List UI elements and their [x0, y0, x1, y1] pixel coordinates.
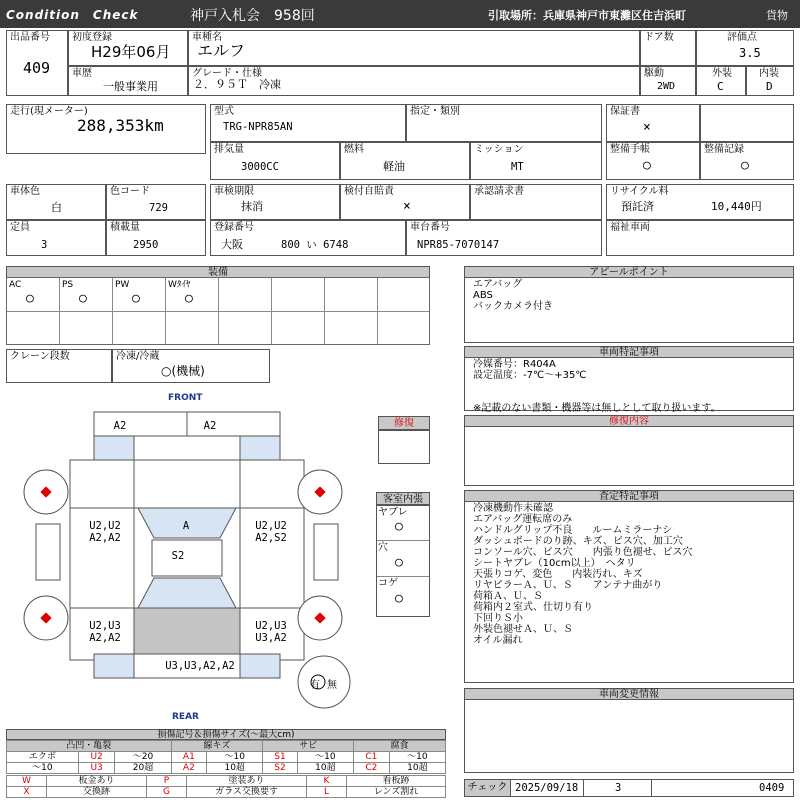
special-title: 車両特記事項: [464, 346, 794, 358]
assessment-box: [464, 501, 794, 683]
legend-code: G: [147, 787, 187, 798]
displacement-box: [210, 142, 340, 180]
legend-cell: ～10: [389, 752, 445, 763]
check-date: 2025/09/18: [515, 782, 579, 794]
body-color-label: 車体色: [10, 186, 40, 197]
color-code-label: 色コード: [110, 186, 150, 197]
grade-box: [188, 66, 640, 96]
manual-box: [606, 142, 700, 180]
record-box: [700, 142, 794, 180]
exterior-label: 外装: [712, 68, 732, 79]
interior-box: [376, 505, 430, 617]
legend-cell: ～20: [115, 752, 171, 763]
insurance-value: ×: [403, 199, 411, 214]
door-label: ドア数: [644, 32, 674, 43]
legend-code-desc: 看板跡: [347, 776, 446, 787]
equip-pw-label: PW: [115, 280, 130, 290]
left-rear-damage: U2,U3 A2,A2: [89, 620, 121, 644]
car-name-value: エルフ: [197, 41, 246, 60]
legend-cell: C1: [353, 752, 389, 763]
vehicle-category: 貨物: [766, 9, 788, 22]
first-reg-box: [68, 30, 188, 66]
legend-cell: 10超: [297, 763, 353, 774]
designation-box: [406, 104, 602, 142]
load-label: 積載量: [110, 222, 140, 233]
front-right-damage: A2: [203, 420, 217, 432]
insurance-label: 検付自賠責: [344, 186, 394, 197]
legend-cell: A1: [171, 752, 207, 763]
history-box: [68, 66, 188, 96]
burn-value: ○: [395, 591, 403, 606]
inspection-box: [210, 184, 340, 220]
fuel-box: [340, 142, 470, 180]
equip-pw-value: ○: [132, 291, 140, 306]
legend-cell: 20超: [115, 763, 171, 774]
legend-cell: U3: [78, 763, 115, 774]
door-box: [640, 30, 696, 66]
roof-damage: A: [182, 520, 190, 532]
equip-ps-value: ○: [79, 291, 87, 306]
capacity-label: 定員: [10, 222, 30, 233]
repair-detail-title: 修復内容: [464, 415, 794, 427]
appeal-box: [464, 277, 794, 343]
legend-cell: ～10: [297, 752, 353, 763]
first-reg-value: H29年06月: [91, 43, 171, 61]
grade-label: グレード・仕様: [192, 68, 262, 79]
legend-code-desc: 塗装あり: [187, 776, 307, 787]
crane-box: [6, 349, 112, 383]
interior-grade-value: D: [766, 80, 773, 93]
rear-label: REAR: [172, 712, 199, 722]
record-label: 整備記録: [704, 144, 744, 155]
legend-code: L: [307, 787, 347, 798]
mission-label: ミッション: [474, 144, 524, 155]
left-front-damage: U2,U2 A2,A2: [89, 520, 121, 544]
recycle-status: 預託済: [621, 200, 654, 213]
check-number: 3: [615, 782, 622, 794]
wheel-rear-right: [298, 596, 342, 640]
score-box: [696, 30, 794, 66]
spare-yes-label: 有: [310, 680, 320, 691]
model-box: [210, 104, 406, 142]
displacement-label: 排気量: [214, 144, 244, 155]
legend-code: X: [7, 787, 47, 798]
legend-code-desc: 交換跡: [47, 787, 147, 798]
registration-area: 大阪: [221, 238, 243, 251]
inspection-value: 抹消: [241, 200, 263, 213]
recycle-amount: 10,440円: [711, 200, 762, 213]
legend-group-scratch: 線キズ: [171, 741, 263, 752]
repair-box: [378, 430, 430, 464]
grade-value: ２．９５Ｔ 冷凍: [193, 78, 281, 91]
body-color-value: 白: [51, 201, 62, 214]
special-box: [464, 357, 794, 414]
history-value: 一般事業用: [103, 80, 158, 93]
header-bar: [0, 0, 800, 28]
legend-cell: エクボ: [7, 752, 79, 763]
welfare-label: 福祉車両: [610, 222, 650, 233]
repair-detail-box: [464, 426, 794, 486]
pickup-location: 引取場所：兵庫県神戸市東灘区住吉浜町: [488, 9, 686, 22]
load-box: [106, 220, 206, 256]
legend-cell: S2: [263, 763, 298, 774]
body-color-box: [6, 184, 106, 220]
change-box: [464, 699, 794, 773]
hole-value: ○: [395, 555, 403, 570]
mission-box: [470, 142, 602, 180]
blank-box: [700, 104, 794, 142]
equip-wtire-label: Wﾀｲﾔ: [168, 280, 191, 290]
mileage-value: 288,353km: [77, 116, 164, 135]
lot-number: 409: [23, 59, 51, 77]
hole-label: 穴: [378, 542, 388, 553]
front-label: FRONT: [168, 393, 203, 403]
repair-title: 修復: [378, 416, 430, 430]
warranty-label: 保証書: [610, 106, 640, 117]
fuel-label: 燃料: [344, 144, 364, 155]
legend-code-desc: ガラス交換要す: [187, 787, 307, 798]
fridge-box: [112, 349, 270, 383]
equip-ac-label: AC: [9, 280, 22, 290]
wheel-front-right: [298, 470, 342, 514]
legend-code: W: [7, 776, 47, 787]
legend-code-desc: 板金あり: [47, 776, 147, 787]
car-name-label: 車種名: [192, 32, 222, 43]
recycle-label: リサイクル料: [610, 186, 669, 197]
first-reg-label: 初度登録: [72, 32, 112, 43]
lot-box: [6, 30, 68, 96]
chassis-label: 車台番号: [410, 222, 450, 233]
assessment-text: 冷凍機動作未確認 エアバッグ運転席のみ ハンドルグリップ不良 ルームミラーナシ ダッシュボードのり跡、キズ、ビス穴、加工穴 コンソール穴、ビス穴 内張り色褪せ、ビス穴 シートヤブレ（10cm以上） ヘタリ 天張りコゲ、変色 内装汚れ、キズ リヤピラーＡ、Ｕ、Ｓ アンテナ曲がり 荷箱Ａ、Ｕ、Ｓ 荷箱内２室式、仕切り有り 下回りＳ小 外装色褪せＡ、Ｕ、Ｓ オイル漏れ: [473, 503, 693, 646]
approval-box: [470, 184, 602, 220]
fridge-value: ○(機械): [161, 364, 205, 378]
exterior-value: C: [717, 80, 724, 93]
capacity-box: [6, 220, 106, 256]
check-label: チェック: [465, 780, 511, 796]
crane-label: クレーン段数: [10, 351, 70, 362]
warranty-box: [606, 104, 700, 142]
front-left-damage: A2: [113, 420, 127, 432]
exterior-box: [696, 66, 746, 96]
legend-cell: A2: [171, 763, 207, 774]
assessment-title: 査定特記事項: [464, 490, 794, 502]
legend-group-corrosion: 腐食: [353, 741, 445, 752]
legend-code-desc: レンズ割れ: [347, 787, 446, 798]
condition-check-title: Condition Check: [6, 8, 139, 22]
registration-label: 登録番号: [214, 222, 254, 233]
tear-value: ○: [395, 519, 403, 534]
chassis-value: NPR85-7070147: [417, 239, 500, 251]
equip-wtire-value: ○: [185, 291, 193, 306]
legend-title: 損傷記号＆損傷サイズ(～最大cm): [6, 729, 446, 740]
mileage-box: [6, 104, 206, 154]
spare-tire: [298, 656, 350, 708]
interior-grade-box: [746, 66, 794, 96]
model-value: TRG-NPR85AN: [223, 121, 293, 133]
manual-label: 整備手帳: [610, 144, 650, 155]
legend-code: K: [307, 776, 347, 787]
wheel-front-left: [24, 470, 68, 514]
lot-label: 出品番号: [10, 32, 50, 43]
drive-value: 2WD: [657, 81, 676, 92]
model-label: 型式: [214, 106, 234, 117]
change-title: 車両変更情報: [464, 688, 794, 700]
legend-group-dent: 凸凹・亀裂: [7, 741, 172, 752]
legend-code: P: [147, 776, 187, 787]
legend-cell: 10超: [207, 763, 263, 774]
legend-cell: U2: [78, 752, 115, 763]
recycle-box: [606, 184, 794, 220]
right-front-damage: U2,U2 A2,S2: [255, 520, 287, 544]
inspection-label: 車検期限: [214, 186, 254, 197]
footer-box: [464, 779, 794, 797]
car-name-box: [188, 30, 640, 66]
tear-label: ヤブレ: [378, 507, 408, 518]
right-rear-damage: U2,U3 U3,A2: [255, 620, 287, 644]
fridge-label: 冷凍/冷蔵: [116, 351, 160, 362]
displacement-value: 3000CC: [241, 161, 279, 173]
load-value: 2950: [133, 239, 159, 251]
legend-cell: 10超: [389, 763, 445, 774]
designation-label: 指定・類別: [410, 106, 460, 117]
record-value: ○: [741, 158, 749, 173]
legend-group-rust: サビ: [263, 741, 354, 752]
welfare-box: [606, 220, 794, 256]
legend-cell: C2: [353, 763, 389, 774]
score-value: 3.5: [739, 46, 761, 60]
equip-ps-label: PS: [62, 280, 74, 290]
legend-cell: ～10: [7, 763, 79, 774]
insurance-box: [340, 184, 470, 220]
rear-bumper-damage: U3,U3,A2,A2: [165, 660, 235, 672]
chassis-box: [406, 220, 602, 256]
history-label: 車歴: [72, 68, 92, 79]
appeal-title: アピールポイント: [464, 266, 794, 278]
burn-label: コゲ: [378, 578, 398, 589]
check-code: 0409: [759, 782, 785, 794]
equip-ac-value: ○: [26, 291, 34, 306]
mileage-label: 走行(現メーター): [10, 106, 88, 117]
legend-cell: ～10: [207, 752, 263, 763]
warranty-value: ×: [643, 120, 651, 135]
registration-number: 800 い 6748: [281, 239, 349, 251]
legend-code-table: [6, 775, 446, 798]
color-code-box: [106, 184, 206, 220]
color-code-value: 729: [149, 202, 168, 214]
equipment-title: 装備: [6, 266, 430, 278]
wheel-rear-left: [24, 596, 68, 640]
mission-value: MT: [511, 161, 524, 173]
cabin-damage: S2: [171, 550, 185, 562]
auction-title: 神戸入札会 958回: [190, 8, 315, 24]
manual-value: ○: [643, 158, 651, 173]
approval-label: 承認請求書: [474, 186, 524, 197]
equipment-grid: [6, 277, 430, 345]
registration-box: [210, 220, 406, 256]
interior-title: 客室内張: [376, 492, 430, 505]
appeal-text: エアバッグ ABS バックカメラ付き: [473, 279, 553, 312]
legend-table: [6, 740, 446, 774]
capacity-value: 3: [41, 239, 48, 251]
score-label: 評価点: [727, 32, 757, 43]
interior-grade-label: 内装: [759, 68, 779, 79]
drive-box: [640, 66, 696, 96]
drive-label: 駆動: [644, 68, 664, 79]
legend-cell: S1: [263, 752, 298, 763]
special-text: 冷媒番号：R404A 設定温度：-7℃～+35℃ ※記載のない書類・機器等は無しとして取り扱います。: [473, 359, 721, 414]
fuel-value: 軽油: [383, 160, 405, 173]
spare-no-label: 無: [327, 680, 337, 691]
